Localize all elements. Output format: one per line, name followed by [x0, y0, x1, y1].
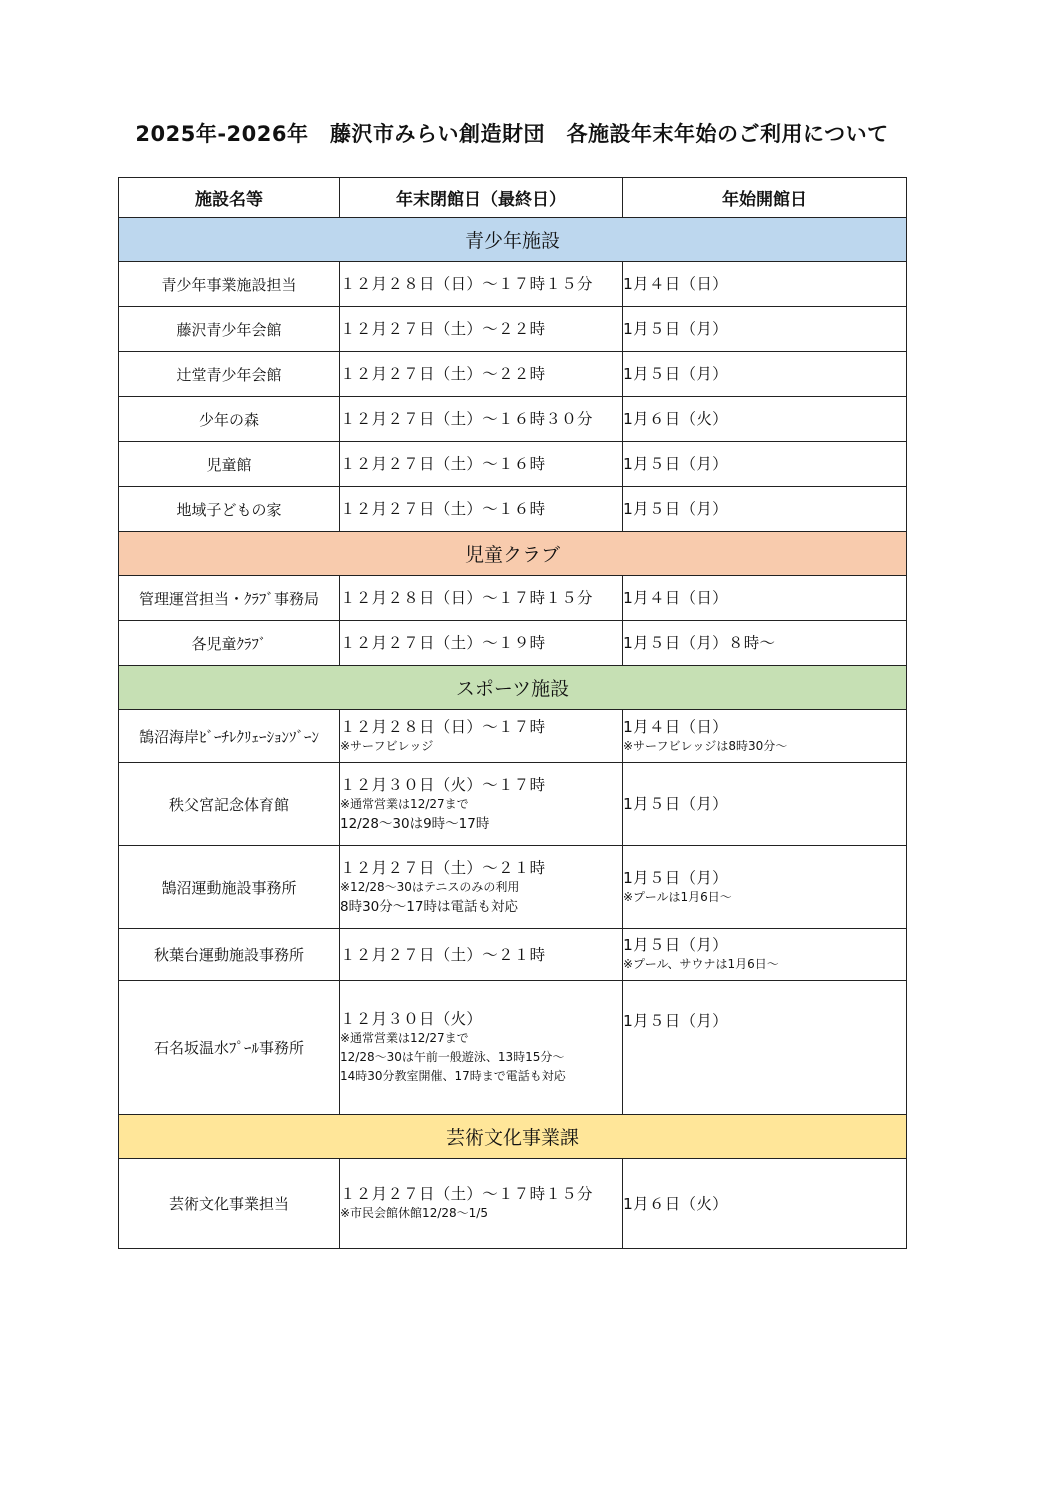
closing-note: ※通常営業は12/27まで	[340, 1031, 469, 1045]
table-row	[119, 846, 907, 929]
section-youth-label: 青少年施設	[119, 218, 907, 262]
closing-date: １２月２８日（日）～１７時	[340, 717, 546, 736]
table-row	[119, 981, 907, 1115]
opening-note: ※プール、サウナは1月6日～	[623, 957, 779, 971]
facility-name: 芸術文化事業担当	[119, 1159, 340, 1249]
facility-name: 辻堂青少年会館	[119, 352, 340, 397]
opening-date: 1月６日（火）	[623, 1194, 728, 1213]
closing-date: １２月２７日（土）～２２時	[340, 365, 546, 383]
closing-note: ※12/28～30はテニスのみの利用	[340, 879, 520, 894]
closing-note-2: 8時30分～17時は電話も対応	[340, 898, 518, 915]
closing-note-2: 12/28～30は午前一般遊泳、13時15分～	[340, 1050, 565, 1064]
closing-note: ※サーフビレッジ	[340, 738, 434, 753]
facility-name: 鵠沼海岸ﾋﾞｰﾁﾚｸﾘｪｰｼｮﾝｿﾞｰﾝ	[119, 710, 340, 763]
facility-name: 秩父宮記念体育館	[119, 763, 340, 846]
opening-date: 1月４日（日）	[623, 589, 728, 607]
section-youth	[119, 218, 907, 262]
opening-date: 1月５日（月）	[623, 795, 728, 813]
table-row	[119, 710, 907, 763]
opening-note: ※プールは1月6日～	[623, 889, 732, 904]
section-sports-label: スポーツ施設	[119, 666, 907, 710]
closing-date: １２月２８日（日）～１７時１５分	[340, 275, 593, 293]
closing-note-2: 12/28～30は9時～17時	[340, 815, 490, 832]
opening-date: 1月５日（月）	[623, 455, 728, 473]
closing-date: １２月２７日（土）～１６時	[340, 455, 546, 473]
facility-name: 少年の森	[119, 397, 340, 442]
opening-date: 1月６日（火）	[623, 410, 728, 428]
closing-date: １２月２８日（日）～１７時１５分	[340, 589, 593, 607]
closing-date: １２月２７日（土）～１６時	[340, 500, 546, 518]
table-row	[119, 352, 907, 397]
opening-date: 1月５日（月）	[623, 320, 728, 338]
closing-date: １２月２７日（土）～２２時	[340, 320, 546, 338]
opening-date: 1月４日（日）	[623, 275, 728, 293]
closing-note-3: 14時30分教室開催、17時まで電話も対応	[340, 1069, 566, 1083]
schedule-table	[118, 177, 907, 1249]
closing-date: １２月３０日（火）～１７時	[340, 775, 546, 794]
closing-date: １２月２７日（土）～２１時	[340, 858, 546, 877]
page-title: 2025年-2026年 藤沢市みらい創造財団 各施設年末年始のご利用について	[135, 122, 889, 146]
section-arts-label: 芸術文化事業課	[119, 1115, 907, 1159]
opening-date: 1月５日（月）	[623, 868, 728, 887]
opening-date: 1月５日（月）８時～	[623, 634, 776, 652]
section-club-label: 児童クラブ	[119, 532, 907, 576]
opening-date: 1月５日（月）	[623, 1012, 728, 1030]
table-row	[119, 487, 907, 532]
facility-name: 青少年事業施設担当	[119, 262, 340, 307]
opening-date: 1月５日（月）	[623, 365, 728, 383]
opening-date: 1月４日（日）	[623, 717, 728, 736]
facility-name: 秋葉台運動施設事務所	[119, 929, 340, 981]
table-row	[119, 262, 907, 307]
closing-date: １２月２７日（土）～１６時３０分	[340, 410, 593, 428]
opening-note: ※サーフビレッジは8時30分～	[623, 738, 788, 753]
facility-name: 各児童ｸﾗﾌﾞ	[119, 621, 340, 666]
closing-note: ※通常営業は12/27まで	[340, 796, 469, 811]
table-row	[119, 397, 907, 442]
opening-date: 1月５日（月）	[623, 500, 728, 518]
facility-name: 鵠沼運動施設事務所	[119, 846, 340, 929]
table-row	[119, 1159, 907, 1249]
closing-date: １２月２７日（土）～１７時１５分	[340, 1185, 593, 1203]
header-opening-day: 年始開館日	[623, 178, 907, 218]
table-row	[119, 307, 907, 352]
table-row	[119, 929, 907, 981]
closing-date: １２月３０日（火）	[340, 1010, 483, 1028]
facility-name: 地域子どもの家	[119, 487, 340, 532]
facility-name: 藤沢青少年会館	[119, 307, 340, 352]
facility-name: 管理運営担当・ｸﾗﾌﾞ事務局	[119, 576, 340, 621]
section-childrens-club	[119, 532, 907, 576]
section-sports	[119, 666, 907, 710]
table-row	[119, 576, 907, 621]
opening-date: 1月５日（月）	[623, 936, 728, 954]
section-arts-culture	[119, 1115, 907, 1159]
table-row	[119, 621, 907, 666]
header-facility-name: 施設名等	[119, 178, 340, 218]
table-row	[119, 763, 907, 846]
facility-name: 石名坂温水ﾌﾟｰﾙ事務所	[119, 981, 340, 1115]
facility-name: 児童館	[119, 442, 340, 487]
closing-date: １２月２７日（土）～１９時	[340, 634, 546, 652]
table-row	[119, 442, 907, 487]
header-closing-day: 年末閉館日（最終日）	[340, 178, 623, 218]
table-header-row	[119, 178, 907, 218]
closing-date: １２月２７日（土）～２１時	[340, 945, 546, 964]
closing-note: ※市民会館休館12/28～1/5	[340, 1206, 488, 1220]
